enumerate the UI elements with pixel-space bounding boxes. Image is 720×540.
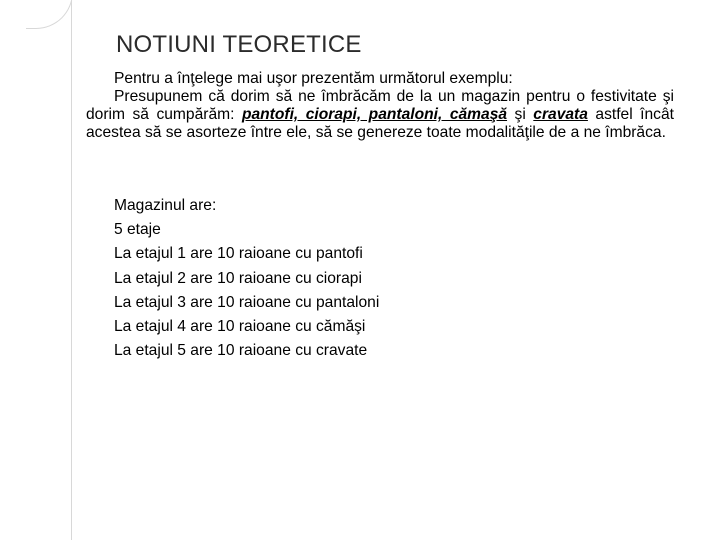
floor-3-line: La etajul 3 are 10 raioane cu pantaloni [114,293,380,311]
decorative-frame-line [71,0,72,540]
floor-2-line: La etajul 2 are 10 raioane cu ciorapi [114,269,362,287]
floors-count: 5 etaje [114,221,161,239]
clothing-item-last: cravata [533,106,588,123]
floor-5-line: La etajul 5 are 10 raioane cu cravate [114,342,368,360]
problem-paragraph [86,88,674,142]
store-details [114,194,379,363]
problem-text-start: Presupunem că dorim să ne îmbrăcăm de la un magazin pentru o festivitate şi dorim să cumpărăm: [86,88,674,123]
decorative-frame-arc [26,0,73,29]
clothing-items: pantofi, ciorapi, pantaloni, cămaşă [241,106,508,123]
intro-text [86,70,674,142]
problem-text-end: astfel încât acestea să se asorteze între ele, să se genereze toate modalităţile de a ne îmbrăca. [86,106,674,141]
slide-title: NOTIUNI TEORETICE [116,31,362,58]
store-heading: Magazinul are: [114,197,217,214]
floor-4-line: La etajul 4 are 10 raioane cu cămăşi [114,318,366,336]
intro-line: Pentru a înţelege mai uşor prezentăm următorul exemplu: [114,70,513,87]
problem-text-and: şi [507,106,534,123]
floor-1-line: La etajul 1 are 10 raioane cu pantofi [114,245,363,263]
